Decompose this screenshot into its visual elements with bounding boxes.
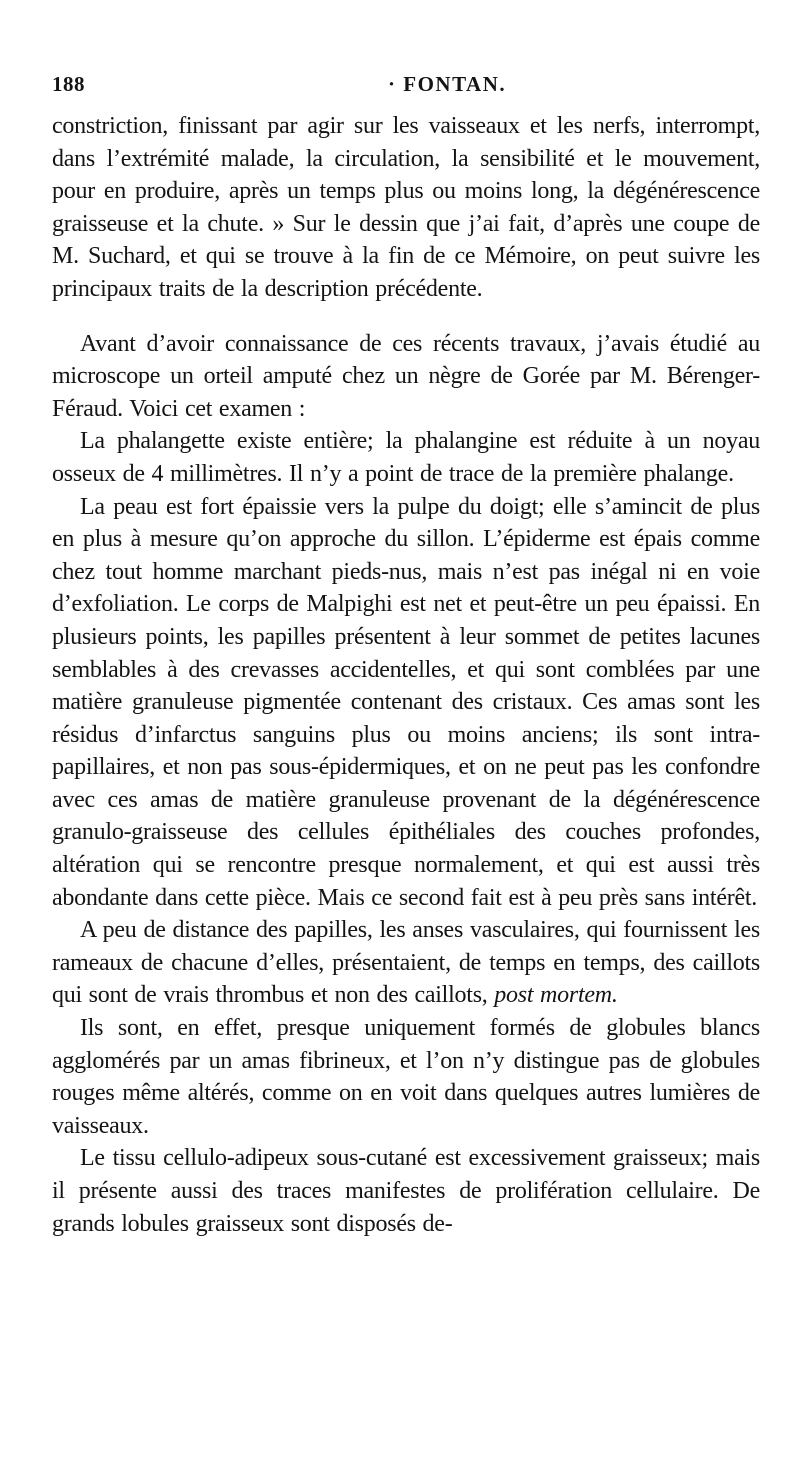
paragraph-7: Le tissu cellulo-adipeux sous-cutané est excessivement graisseux; mais il présente aussi des traces manifestes de prolifération cellulaire. De grands lobules graisseux sont disposés de-	[52, 1145, 760, 1237]
running-title: · FONTAN.	[388, 72, 507, 96]
italic-phrase: post mortem.	[494, 982, 618, 1009]
page-body	[52, 110, 760, 1240]
paragraph-1: constriction, finissant par agir sur les vaisseaux et les nerfs, interrompt, dans l’extrémité malade, la circulation, la sensibilité et le mouvement, pour en produire, après un temps plus ou moins long, la dégénérescence graisseuse et la chute. » Sur le dessin que j’ai fait, d’après une coupe de M. Suchard, et qui se trouve à la fin de ce Mémoire, on peut suivre les principaux traits de la description précédente.	[52, 113, 760, 302]
page-number: 188	[52, 72, 85, 96]
paragraph-4: La peau est fort épaissie vers la pulpe du doigt; elle s’amincit de plus en plus à mesure qu’on approche du sillon. L’épiderme est épais comme chez tout homme marchant pieds-nus, mais n’est pas inégal ni en voie d’exfoliation. Le corps de Malpighi est net et peut-être un peu épaissi. En plusieurs points, les papilles présentent à leur sommet de petites lacunes semblables à des crevasses accidentelles, et qui sont comblées par une matière granuleuse pigmentée contenant des cristaux. Ces amas sont les résidus d’infarctus sanguins plus ou moins anciens; ils sont intra-papillaires, et non pas sous-épidermiques, et on ne peut pas les confondre avec ces amas de matière granuleuse provenant de la dégénérescence granulo-graisseuse des cellules épithéliales des couches profondes, altération qui se rencontre presque normalement, et qui est aussi très abondante dans cette pièce. Mais ce second fait est à peu près sans intérêt.	[52, 493, 760, 911]
paragraph-5-text: A peu de distance des papilles, les anses vasculaires, qui fournissent les rameaux de chacune d’elles, présentaient, de temps en temps, des caillots qui sont de vrais thrombus et non des caillots,	[52, 917, 760, 1009]
paragraph-6: Ils sont, en effet, presque uniquement formés de globules blancs agglomérés par un amas fibrineux, et l’on n’y distingue pas de globules rouges même altérés, comme on en voit dans quelques autres lumières de vaisseaux.	[52, 1015, 760, 1139]
paragraph-2: Avant d’avoir connaissance de ces récents travaux, j’avais étudié au microscope un orteil amputé chez un nègre de Gorée par M. Bérenger-Féraud. Voici cet examen :	[52, 330, 760, 422]
paragraph-5	[52, 914, 760, 1012]
page-header	[52, 72, 760, 104]
paragraph-3: La phalangette existe entière; la phalangine est réduite à un noyau osseux de 4 millimètres. Il n’y a point de trace de la première phalange.	[52, 428, 760, 487]
